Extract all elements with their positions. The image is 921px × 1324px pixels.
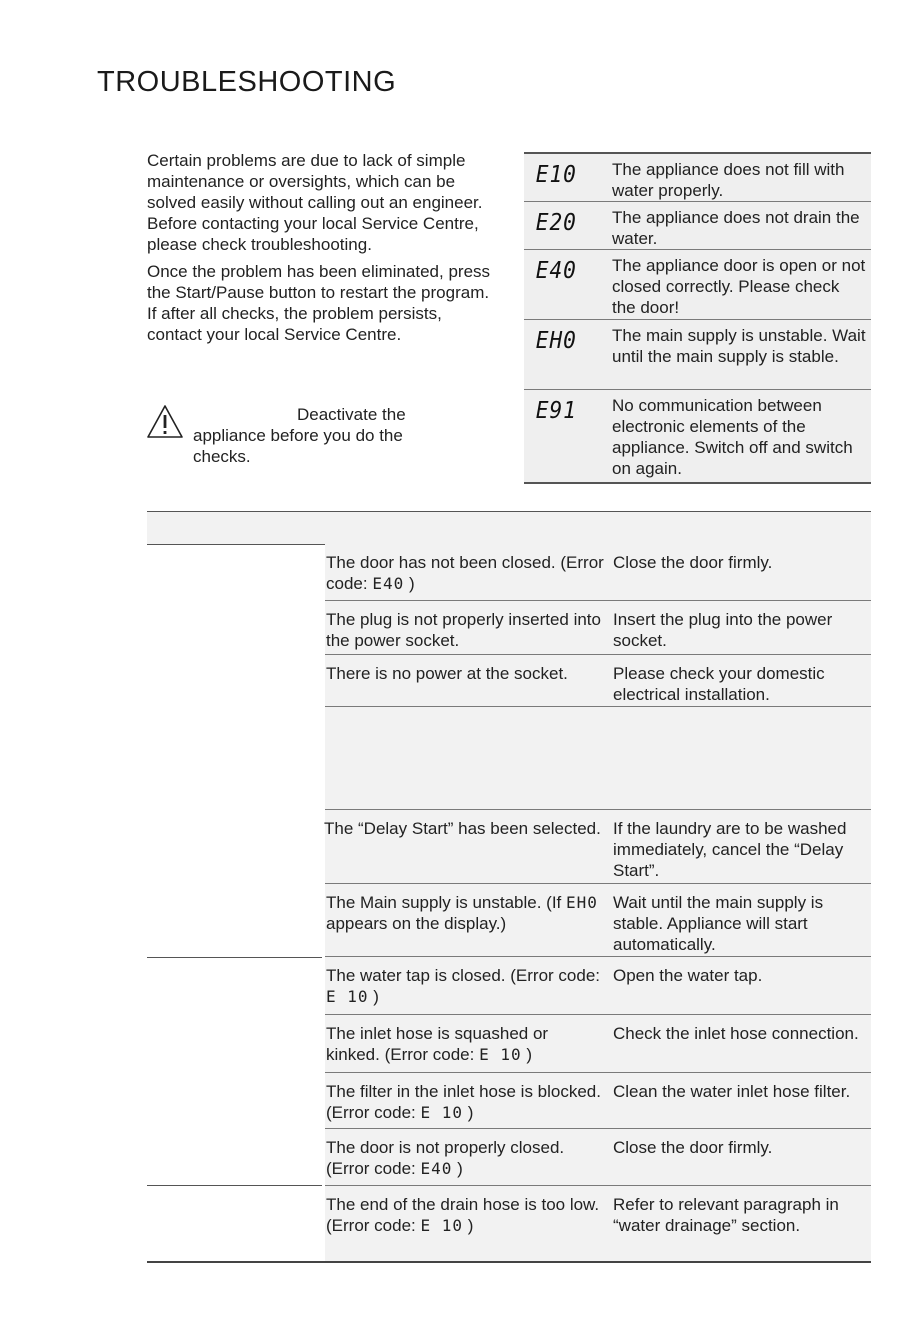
- cause-error-code: E 10: [326, 987, 369, 1006]
- cause-cell: [326, 892, 606, 934]
- error-code: E20: [535, 210, 577, 236]
- error-code: E91: [535, 398, 577, 424]
- problem-group-divider: [147, 957, 322, 958]
- cause-error-code: E 10: [420, 1103, 464, 1122]
- solution-cell: Close the door firmly.: [613, 553, 773, 572]
- problem-group-divider: [147, 1185, 322, 1186]
- error-code: E40: [535, 258, 577, 284]
- intro-text: [147, 150, 497, 351]
- cause-tail: ): [457, 1159, 463, 1178]
- solution-cell: Refer to relevant paragraph in “water drainage” section.: [613, 1195, 839, 1235]
- cause-cell: [326, 1194, 606, 1236]
- trouble-row: [325, 544, 871, 601]
- cause-cell: [326, 965, 606, 1007]
- error-description: The appliance does not drain the water.: [612, 208, 860, 248]
- trouble-row: [325, 601, 871, 655]
- solution-cell: Insert the plug into the power socket.: [613, 610, 833, 650]
- cause-text: The water tap is closed. (Error code:: [326, 966, 601, 985]
- intro-paragraph-2: Once the problem has been eliminated, press the Start/Pause button to restart the program. If after all checks, the problem persists, contact your local Service Centre.: [147, 262, 491, 344]
- error-description: The appliance door is open or not closed correctly. Please check the door!: [612, 256, 866, 317]
- error-code-row: [524, 250, 871, 320]
- cause-tail: appears on the display.): [326, 914, 507, 933]
- cause-tail: ): [408, 574, 415, 593]
- cause-cell: The plug is not properly inserted into the power socket.: [326, 610, 601, 650]
- cause-cell: [326, 1023, 606, 1065]
- solution-cell: Please check your domestic electrical installation.: [613, 664, 825, 704]
- trouble-row: [325, 1129, 871, 1186]
- cause-error-code: E 10: [420, 1216, 464, 1235]
- cause-text: The end of the drain hose is too low. (Error code:: [326, 1195, 600, 1235]
- trouble-row: [325, 1073, 871, 1129]
- cause-text: The door is not properly closed. (Error code:: [326, 1138, 565, 1178]
- solution-cell: If the laundry are to be washed immediately, cancel the “Delay Start”.: [613, 819, 847, 880]
- error-code-row: [524, 154, 871, 202]
- cause-cell: The “Delay Start” has been selected.: [324, 819, 601, 838]
- cause-cell: There is no power at the socket.: [326, 664, 568, 683]
- error-code-row: [524, 390, 871, 484]
- solution-cell: Clean the water inlet hose filter.: [613, 1082, 851, 1101]
- cause-cell: [326, 1137, 606, 1179]
- solution-cell: Wait until the main supply is stable. Appliance will start automatically.: [613, 893, 824, 954]
- cause-error-code: EH0: [566, 893, 598, 912]
- error-code-row: [524, 202, 871, 250]
- error-code-table: [524, 152, 871, 484]
- cause-cell: [326, 552, 606, 594]
- cause-text: The filter in the inlet hose is blocked. (Error code:: [326, 1082, 601, 1122]
- warning-text: [193, 404, 453, 467]
- cause-tail: ): [467, 1103, 474, 1122]
- error-code: EH0: [535, 328, 577, 354]
- trouble-row: [325, 810, 871, 884]
- trouble-row: [325, 655, 871, 707]
- cause-tail: ): [467, 1216, 474, 1235]
- solution-cell: Open the water tap.: [613, 966, 763, 985]
- cause-cell: [326, 1081, 606, 1123]
- cause-error-code: E40: [372, 574, 405, 593]
- trouble-row: [325, 1186, 871, 1261]
- intro-paragraph-1: Certain problems are due to lack of simple maintenance or oversights, which can be solved easily without calling out an engineer. Before contacting your local Service Centre, please check troubleshooting.: [147, 151, 483, 254]
- cause-tail: ): [373, 987, 379, 1006]
- trouble-row-blank: [325, 707, 871, 810]
- trouble-row: [325, 1015, 871, 1073]
- error-description: The appliance does not fill with water properly.: [612, 160, 845, 200]
- error-code: E10: [535, 162, 577, 188]
- troubleshooting-table-header: [147, 511, 871, 545]
- trouble-row: [325, 957, 871, 1015]
- warning-message: Deactivate the appliance before you do the checks.: [193, 405, 406, 466]
- cause-tail: ): [526, 1045, 533, 1064]
- cause-error-code: E 10: [479, 1045, 522, 1064]
- warning-triangle-icon: [146, 404, 184, 440]
- error-description: The main supply is unstable. Wait until the main supply is stable.: [612, 326, 866, 366]
- table-bottom-rule: [147, 1261, 871, 1263]
- solution-cell: Close the door firmly.: [613, 1138, 773, 1157]
- cause-error-code: E40: [420, 1159, 453, 1178]
- cause-text: The Main supply is unstable. (If: [326, 893, 562, 912]
- cause-text: The door has not been closed. (Error code:: [326, 553, 604, 593]
- solution-cell: Check the inlet hose connection.: [613, 1024, 859, 1043]
- cause-text: The inlet hose is squashed or kinked. (Error code:: [326, 1024, 549, 1064]
- page-title: TROUBLESHOOTING: [97, 66, 397, 98]
- error-description: No communication between electronic elements of the appliance. Switch off and switch on again.: [612, 396, 853, 478]
- trouble-row: [325, 884, 871, 957]
- error-code-row: [524, 320, 871, 390]
